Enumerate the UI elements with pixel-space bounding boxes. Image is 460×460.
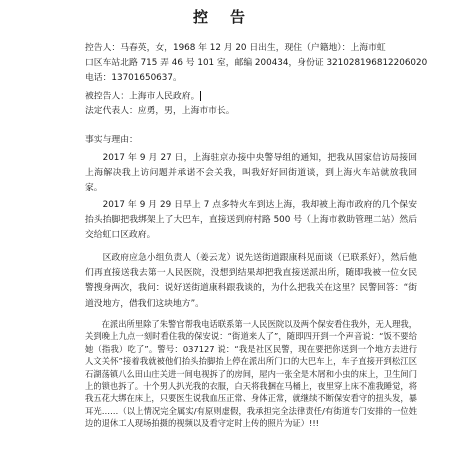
plaintiff-line-1: 控告人：马春英，女，1968 年 12 月 20 日出生，现住（户籍地）：上海市虹 <box>85 43 386 53</box>
plaintiff-line-2: 口区车站北路 715 弄 46 号 101 室，邮编 200434，身份证 321028196812206020 <box>85 58 428 68</box>
paragraph-2: 2017 年 9 月 29 日早上 7 点多特火车到达上海，我却被上海市政府的几个保安抬头抬脚把我绑架上了大巴车，直接送到府村路 500 号（上海市救助管理二站）然后交给虹口区政府。 <box>85 200 417 241</box>
plaintiff-phone: 电话：13701650637。 <box>85 73 182 83</box>
defendant-name: 被控告人：上海市人民政府。 <box>85 91 200 102</box>
section-heading: 事实与理由： <box>85 135 138 145</box>
text-cursor <box>200 91 201 101</box>
defendant-line <box>85 91 201 103</box>
paragraph-3: 区政府应急小组负责人（姜云龙）说先送街道跟康科见面谈（已联系好），然后他们再直接送我去第一人民医院，没想到结果却把我直接送派出所，随即我被一位女民警搜身两次，我问：说好送街道康科跟我谈的，为什么把我关在这里？民警回答：“街道没地方，借我们这块地方”。 <box>85 253 417 309</box>
document-title: 控告 <box>192 8 267 26</box>
paragraph-1: 2017 年 9 月 27 日，上海驻京办接中央警导组的通知，把我从国家信访局接回上海解决我上访问题并承诺不会关我，叫我好好回街道谈，到上海火车站就放我回家。 <box>85 153 417 194</box>
legal-representative: 法定代表人：应勇，男，上海市市长。 <box>85 106 235 116</box>
paragraph-4: 在派出所里除了朱警官帮我电话联系第一人民医院以及两个保安看住我外，无人理我，关到晚上九点一刻时看住我的保安说：“街道来人了”，随即四开到一个声音说：“饭不要给她（指我）吃了”。警号：037127 说：“我是社区民警，现在要把你送到一个地方去进行人文关怀”接着我就被他们抬头抬脚抬上停在派出所门口的大巴车上，车子直接开到松江区石湖荡镇八么田山庄关进一间电视拆了的房间，屋内一张全是木屑和小虫的床上，卫生间门上的锁也拆了。十个男人扒光我的衣服，白天将我捆在马桶上，夜里穿上床不准我睡觉，将我五花大绑在床上，只要医生说我血压正常、身体正常，就继续不断保安看守的扭头发，暴耳光……（以上情况完全属实/有原则虚假，我承担完全法律责任/有街道专门安排的一位姓边的退休工人现场拍摄的视频以及看守定时上传的照片为证）!!! <box>85 319 417 429</box>
